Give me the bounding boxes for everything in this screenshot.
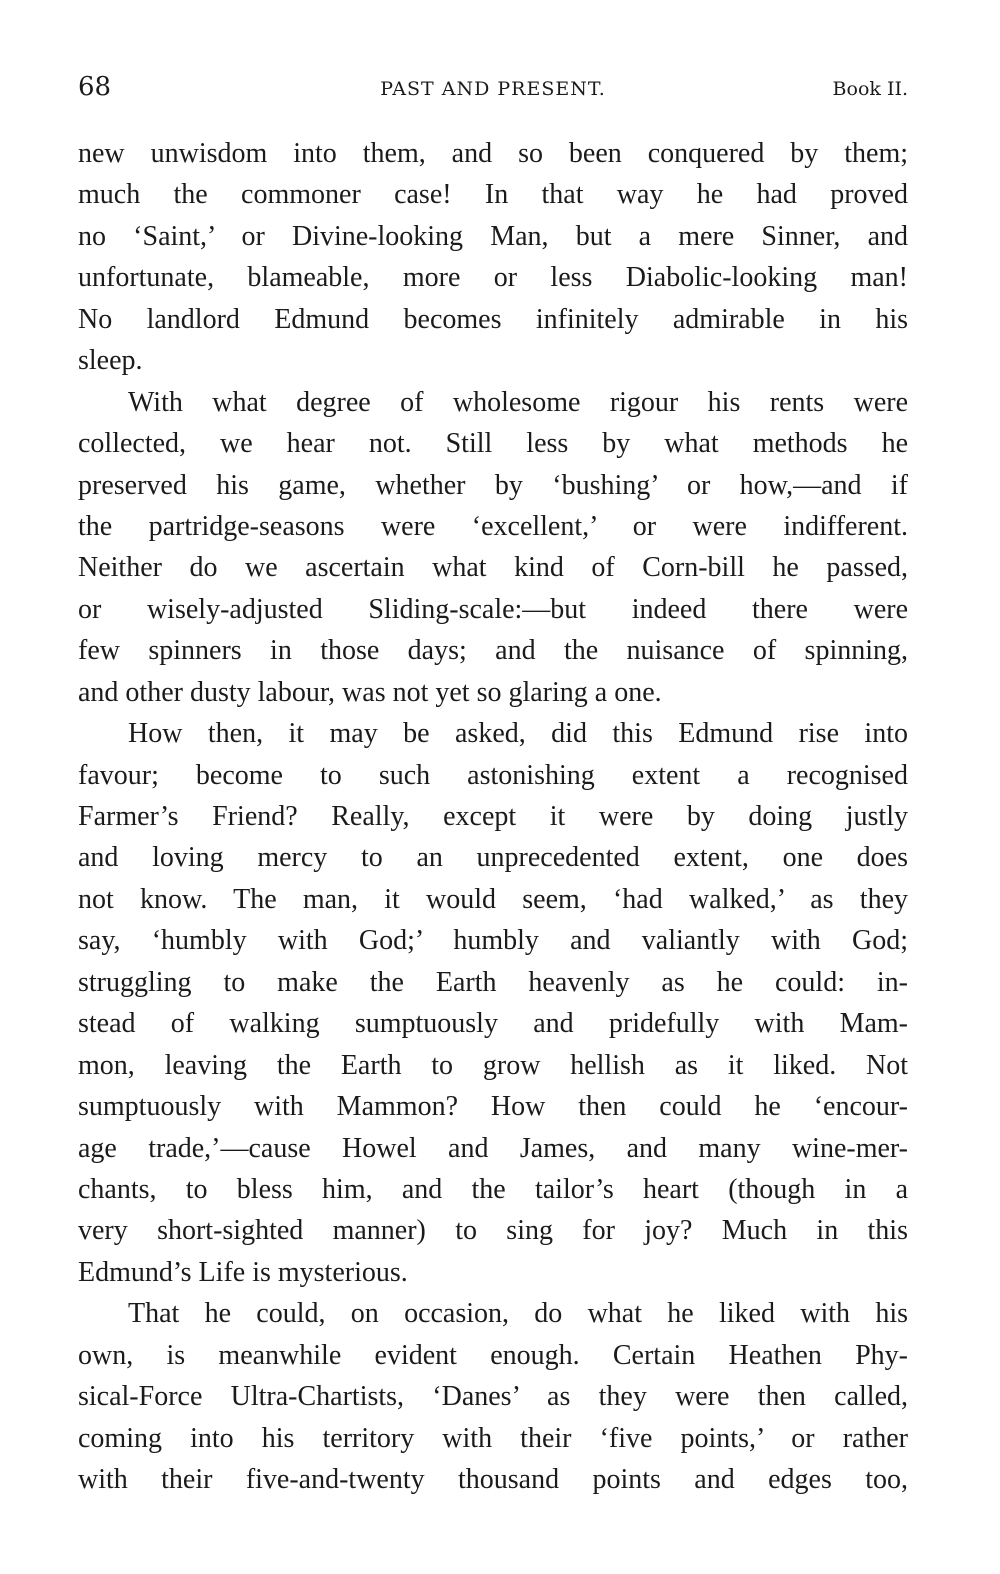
text-line: coming into his territory with their ‘five points,’ or rather: [78, 1422, 908, 1454]
text-line: and loving mercy to an unprecedented extent, one does: [78, 842, 908, 874]
text-line: No landlord Edmund becomes infinitely admirable in his: [78, 303, 908, 335]
text-line: Farmer’s Friend? Really, except it were by doing justly: [78, 801, 908, 832]
text-line: favour; become to such astonishing extent a recognised: [78, 759, 908, 791]
text-line: the partridge-seasons were ‘excellent,’ or were indifferent.: [78, 510, 908, 542]
text-line: much the commoner case! In that way he had proved: [78, 179, 908, 211]
running-header: [78, 72, 908, 112]
text-line: age trade,’—cause Howel and James, and many wine-mer-: [78, 1132, 908, 1164]
text-line: own, is meanwhile evident enough. Certain Heathen Phy-: [78, 1339, 908, 1371]
text-line: mon, leaving the Earth to grow hellish as it liked. Not: [78, 1049, 908, 1081]
text-line: preserved his game, whether by ‘bushing’ or how,—and if: [78, 469, 908, 501]
text-line: very short-sighted manner) to sing for joy? Much in this: [78, 1215, 908, 1247]
text-line: sical-Force Ultra-Chartists, ‘Danes’ as they were then called,: [78, 1381, 908, 1413]
text-line: no ‘Saint,’ or Divine-looking Man, but a mere Sinner, and: [78, 220, 908, 252]
text-line: few spinners in those days; and the nuisance of spinning,: [78, 635, 908, 667]
text-body: [78, 133, 908, 1500]
text-line: new unwisdom into them, and so been conquered by them;: [78, 138, 908, 169]
text-line: collected, we hear not. Still less by what methods he: [78, 428, 908, 460]
text-line: say, ‘humbly with God;’ humbly and valiantly with God;: [78, 925, 908, 957]
text-line: not know. The man, it would seem, ‘had walked,’ as they: [78, 883, 908, 915]
running-title: PAST AND PRESENT.: [380, 78, 606, 100]
text-line: struggling to make the Earth heavenly as he could: in-: [78, 966, 908, 998]
text-line: unfortunate, blameable, more or less Diabolic-looking man!: [78, 262, 908, 294]
text-line: How then, it may be asked, did this Edmund rise into: [128, 718, 908, 750]
text-line: sumptuously with Mammon? How then could he ‘encour-: [78, 1091, 908, 1123]
book-label: Book II.: [832, 78, 908, 100]
text-line: Edmund’s Life is mysterious.: [78, 1256, 408, 1288]
text-line: and other dusty labour, was not yet so glaring a one.: [78, 676, 662, 708]
text-line: chants, to bless him, and the tailor’s heart (though in a: [78, 1173, 908, 1205]
text-line: That he could, on occasion, do what he liked with his: [128, 1298, 908, 1330]
text-line: sleep.: [78, 345, 143, 377]
text-line: Neither do we ascertain what kind of Corn-bill he passed,: [78, 552, 908, 584]
text-line: or wisely-adjusted Sliding-scale:—but indeed there were: [78, 593, 908, 625]
text-line: with their five-and-twenty thousand points and edges too,: [78, 1464, 908, 1495]
text-line: stead of walking sumptuously and pridefully with Mam-: [78, 1008, 908, 1040]
text-line: With what degree of wholesome rigour his rents were: [128, 386, 908, 418]
page-number: 68: [78, 72, 112, 102]
